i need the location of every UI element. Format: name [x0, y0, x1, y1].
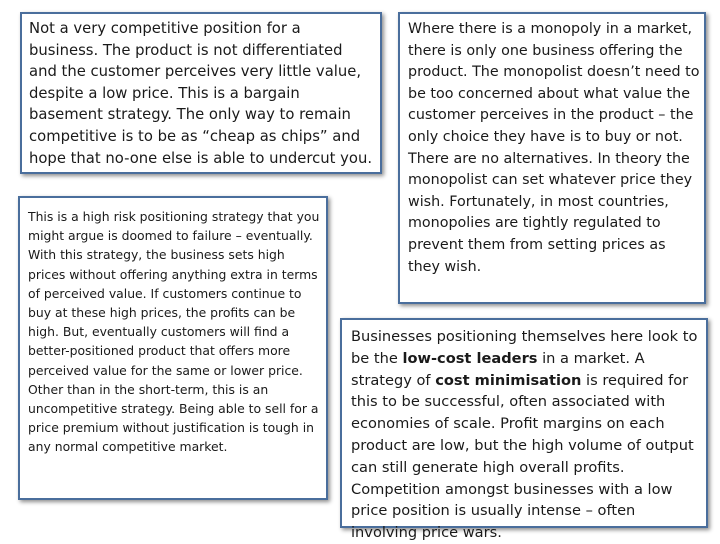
low-cost-text-part2: in a market. A strategy of: [351, 349, 645, 389]
bargain-basement-text: Not a very competitive position for a business. The product is not differentiated and the customer perceives very little value, despite a low price. This is a bargain basement strategy. The only way to remain competitive is to be as “cheap as chips” and hope that no-one else is able to undercut you.: [29, 20, 373, 167]
cost-minimisation-term: cost minimisation: [435, 371, 582, 389]
low-cost-leaders-box: [340, 318, 708, 542]
low-cost-leaders-term: low-cost leaders: [402, 349, 538, 367]
monopoly-text: Where there is a monopoly in a market, there is only one business offering the product. The monopolist doesn’t need to be too concerned about what value the customer perceives in the product – the only choice they have is to buy or not. There are no alternatives. In theory the monopolist can set whatever price they wish. Fortunately, in most countries, monopolies are tightly regulated to prevent them from setting prices as they wish.: [408, 21, 700, 275]
high-risk-box: [18, 196, 328, 500]
low-cost-text-part1: Businesses positioning themselves here look to be the: [351, 328, 698, 367]
monopoly-box: [398, 12, 706, 304]
low-cost-text-part3: is required for this to be successful, often associated with economies of scale. Profit margins on each product are low, but the high volume of output can still generate high overall profits. Competition amongst businesses with a low price position is usually intense – often involving price wars.: [351, 371, 694, 542]
high-risk-text: This is a high risk positioning strategy that you might argue is doomed to failure – eventually. With this strategy, the business sets high prices without offering anything extra in terms of perceived value. If customers continue to buy at these high prices, the profits can be high. But, eventually customers will find a better-positioned product that offers more perceived value for the same or lower price. Other than in the short-term, this is an uncompetitive strategy. Being able to sell for a price premium without justification is tough in any normal competitive market.: [28, 209, 320, 455]
low-cost-leaders-text: [351, 326, 702, 544]
bargain-basement-box: [20, 12, 382, 174]
